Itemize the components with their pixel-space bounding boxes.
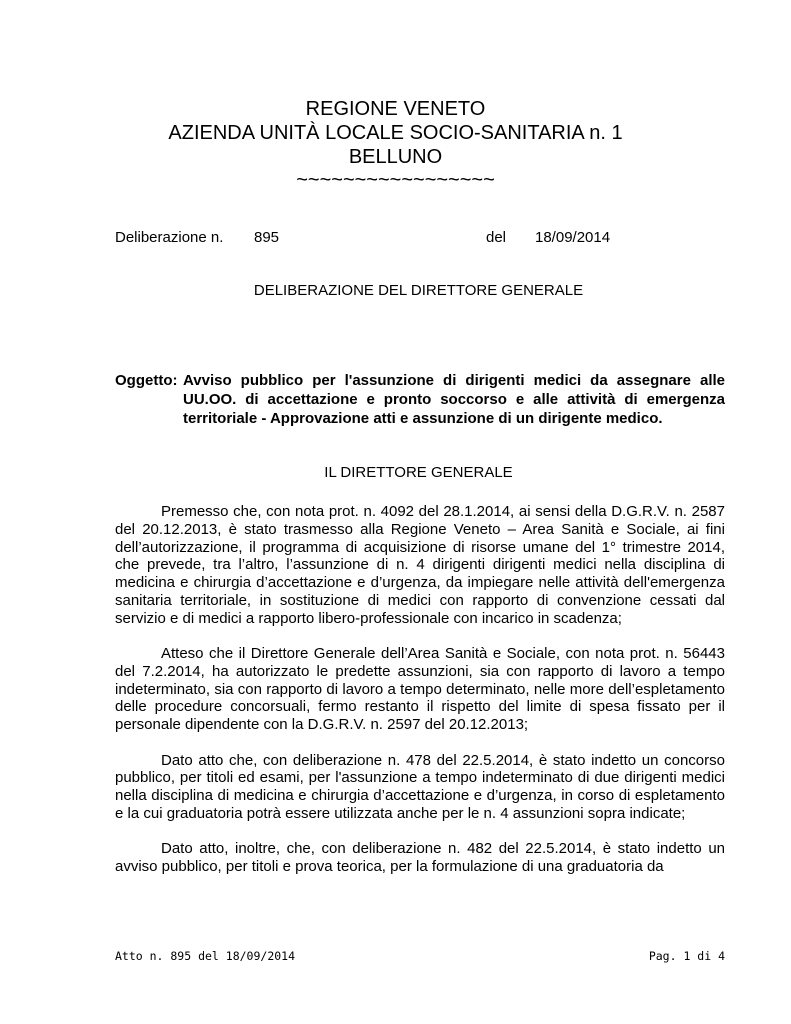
subject-text: Avviso pubblico per l'assunzione di dirigenti medici da assegnare alle UU.OO. di accettazione e pronto soccorso e alle attività di emergenza territoriale - Approvazione atti e assunzione di un dirigente medico. <box>183 372 725 427</box>
header-city: BELLUNO <box>348 146 443 168</box>
footer-act-reference: Atto n. 895 del 18/09/2014 <box>115 949 296 963</box>
section-heading: IL DIRETTORE GENERALE <box>324 464 513 481</box>
deliberation-label: Deliberazione n. <box>115 229 224 246</box>
body-paragraph: Atteso che il Direttore Generale dell’Area Sanità e Sociale, con nota prot. n. 56443 del 7.2.2014, ha autorizzato le predette assunzioni, sia con rapporto di lavoro a tempo indeterminato, sia con rapporto di lavoro a tempo determinato, nelle more dell’espletamento delle procedure concorsuali, fermo restanto il rispetto del limite di spesa fissato per il personale dipendente con la D.G.R.V. n. 2597 del 20.12.2013; <box>115 645 725 734</box>
deliberation-date: 18/09/2014 <box>535 229 611 246</box>
subject-block <box>115 371 725 428</box>
document-header <box>0 97 791 191</box>
header-region: REGIONE VENETO <box>305 98 486 120</box>
body-paragraph: Dato atto, inoltre, che, con deliberazione n. 482 del 22.5.2014, è stato indetto un avviso pubblico, per titoli e prova teorica, per la formulazione di una graduatoria da <box>115 840 725 876</box>
body-paragraph: Premesso che, con nota prot. n. 4092 del 28.1.2014, ai sensi della D.G.R.V. n. 2587 del 20.12.2013, è stato trasmesso alla Regione Veneto – Area Sanità e Sociale, ai fini dell’autorizzazione, il programma di acquisizione di risorse umane del 1° trimestre 2014, che prevede, tra l’altro, l’assunzione di n. 4 dirigenti dirigenti medici nella disciplina di medicina e chirurgia d’accettazione e d’urgenza, da impiegare nelle attività dell'emergenza sanitaria territoriale, in sostituzione di medici con rapporto di convenzione cessati dal servizio e di medici a rapporto libero-professionale con incarico in scadenza; <box>115 503 725 627</box>
header-agency: AZIENDA UNITÀ LOCALE SOCIO-SANITARIA n. 1 <box>168 122 623 144</box>
subject-label: Oggetto: <box>115 372 178 389</box>
body-paragraph: Dato atto che, con deliberazione n. 478 del 22.5.2014, è stato indetto un concorso pubblico, per titoli ed esami, per l'assunzione a tempo indeterminato di due dirigenti medici nella disciplina di medicina e chirurgia d’accettazione e d’urgenza, in corso di espletamento e la cui graduatoria potrà essere utilizzata anche per le n. 4 assunzioni sopra indicate; <box>115 751 725 822</box>
deliberation-del-label: del <box>486 229 507 246</box>
body-text <box>115 503 725 893</box>
deliberation-number: 895 <box>254 229 280 246</box>
director-title: DELIBERAZIONE DEL DIRETTORE GENERALE <box>253 282 584 299</box>
header-separator: ~~~~~~~~~~~~~~~~~ <box>296 169 495 191</box>
footer-page-number: Pag. 1 di 4 <box>648 949 725 963</box>
